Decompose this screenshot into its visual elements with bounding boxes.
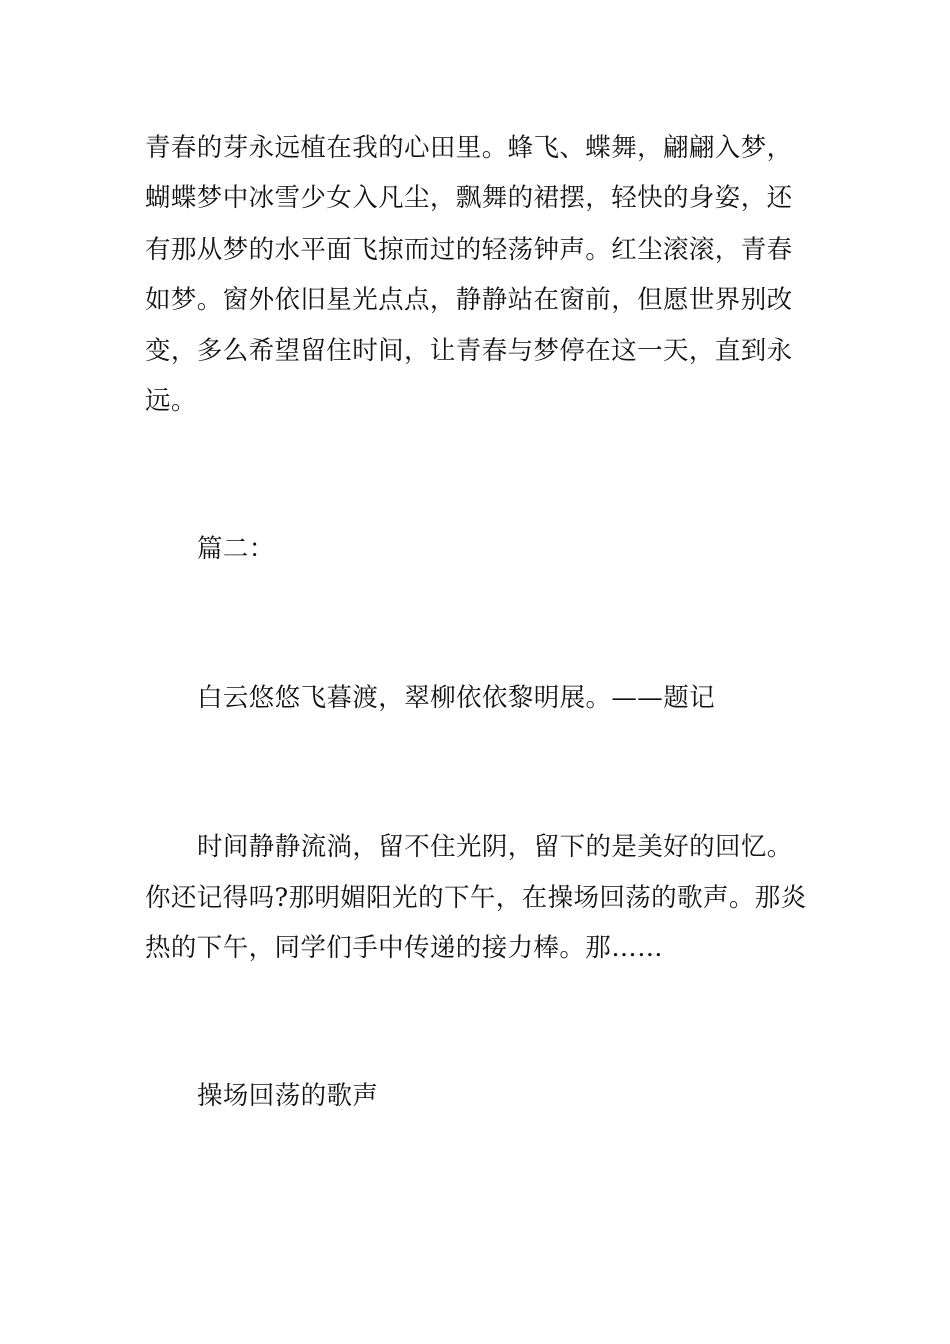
paragraph-1-line-5: 变，多么希望留住时间，让青春与梦停在这一天，直到永 bbox=[145, 336, 793, 366]
paragraph-1-line-3: 有那从梦的水平面飞掠而过的轻荡钟声。红尘滚滚，青春 bbox=[145, 235, 793, 265]
paragraph-2-line-2: 你还记得吗?那明媚阳光的下午，在操场回荡的歌声。那炎 bbox=[145, 883, 807, 913]
epigraph: 白云悠悠飞暮渡，翠柳依依黎明展。——题记 bbox=[197, 683, 716, 713]
paragraph-2-line-1: 时间静静流淌，留不住光阴，留下的是美好的回忆。 bbox=[197, 832, 793, 862]
section-heading: 篇二： bbox=[197, 534, 275, 564]
paragraph-1-line-1: 青春的芽永远植在我的心田里。蜂飞、蝶舞，翩翩入梦， bbox=[145, 133, 793, 163]
paragraph-1-line-2: 蝴蝶梦中冰雪少女入凡尘，飘舞的裙摆，轻快的身姿，还 bbox=[145, 183, 793, 213]
subheading: 操场回荡的歌声 bbox=[197, 1081, 379, 1111]
paragraph-2-line-3: 热的下午，同学们手中传递的接力棒。那…… bbox=[145, 933, 664, 963]
paragraph-1-line-4: 如梦。窗外依旧星光点点，静静站在窗前，但愿世界别改 bbox=[145, 285, 793, 315]
paragraph-1-line-6: 远。 bbox=[145, 386, 197, 416]
